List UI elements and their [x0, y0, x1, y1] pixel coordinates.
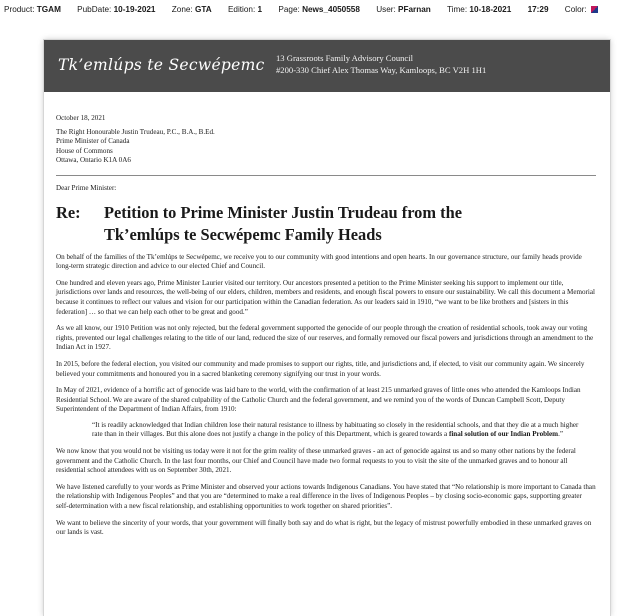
color-label: Color:: [564, 5, 587, 14]
block-quote: [92, 421, 582, 440]
user-value: PFarnan: [398, 5, 431, 14]
zone-label: Zone:: [171, 5, 193, 14]
subject-heading: [56, 202, 596, 246]
letter-page: [44, 40, 610, 616]
subject-text: [104, 202, 596, 246]
recipient-line: House of Commons: [56, 146, 113, 155]
paragraph: We have listened carefully to your words as Prime Minister and observed your actions towards Indigenous Canadians. You have stated that “No relationship is more important to Canada than the relationship with Indigenous Peoples” and that you are “determined to make a real difference in the lives of Indigenous Peoples – by closing socio-economic gaps, supporting greater self-determination with a new fiscal relationship, and establishing opportunities to work together on shared priorities”.: [56, 482, 596, 511]
paragraph: We want to believe the sincerity of your words, that your government will finally both say and do what is right, but the legacy of mistrust powerfully embodied in these unmarked graves on our lands is vast.: [56, 518, 592, 537]
recipient-block: [56, 128, 596, 166]
time-date-value: 10-18-2021: [469, 5, 512, 14]
paragraph: On behalf of the families of the Tk’emlúps te Secwépemc, we receive you to our community with good intentions and open hearts. In our governance structure, our family heads provide long-term strategic direction and advice to our elected Chief and Council.: [56, 252, 582, 271]
page-label: Page:: [278, 5, 300, 14]
recipient-line: Ottawa, Ontario K1A 0A6: [56, 156, 131, 165]
page-value: News_4050558: [302, 5, 360, 14]
time-label: Time:: [446, 5, 468, 14]
print-info-bar: [0, 0, 624, 20]
letterhead: [44, 40, 610, 92]
edition-label: Edition:: [227, 5, 256, 14]
paragraph: In 2015, before the federal election, you visited our community and made promises to support our rights, title, and jurisdictions and, if elected, to visit our community again. We sincerely believed your commitments and honoured you in a sacred blanketing ceremony signifying our trust in your words.: [56, 359, 585, 378]
quote-emphasis: final solution of our Indian Problem: [448, 430, 559, 439]
paragraph: As we all know, our 1910 Petition was not only rejected, but the federal government supported the genocide of our people through the creation of residential schools, took away our voting rights, prevented our legal challenges relating to the title of our land, reduced the size of our reserves, and formally removed our fiscal powers and jurisdictions through an amendment to the Indian Act in 1927.: [56, 324, 594, 352]
subject-line: Tk’emlúps te Secwépemc Family Heads: [104, 224, 382, 244]
paragraph: We now know that you would not be visiting us today were it not for the grim reality of these unmarked graves - an act of genocide against us and so many other nations by the federal government and the Catholic Church. In the last four months, our Chief and Council have made two formal requests to you to visit the site of the unmarked graves and to honour all residential school attendees with us on September 30th, 2021.: [56, 447, 576, 475]
council-street: #200-330 Chief Alex Thomas Way, Kamloops, BC V2H 1H1: [276, 65, 487, 75]
subject-line: Petition to Prime Minister Justin Trudeau from the: [104, 202, 462, 222]
recipient-line: The Right Honourable Justin Trudeau, P.C., B.A., B.Ed.: [56, 127, 215, 136]
quote-text: “It is readily acknowledged that Indian children lose their natural resistance to illness by habituating so closely in the residential schools, and that they die at a much higher rate than in their villages. But this alone does not justify a change in the policy of this Department, which is geared towards a: [92, 420, 579, 439]
letter-body: [56, 114, 596, 538]
user-label: User:: [376, 5, 396, 14]
pubdate-value: 10-19-2021: [113, 5, 156, 14]
nation-logo: Tk’emlúps te Secwépemc: [58, 56, 265, 74]
recipient-line: Prime Minister of Canada: [56, 137, 130, 146]
zone-value: GTA: [194, 5, 212, 14]
paragraph: In May of 2021, evidence of a horrific act of genocide was laid bare to the world, with the confirmation of at least 215 unmarked graves of little ones who attended the Kamloops Indian Residential School. We are aware of the shared culpability of the Catholic Church and the federal government, and we remind you of the words of Duncan Campbell Scott, Deputy Superintendent of the Department of Indian Affairs, from 1910:: [56, 386, 581, 414]
paragraph: One hundred and eleven years ago, Prime Minister Laurier visited our territory. Our ancestors presented a petition to the Prime Minister seeking his support to implement our title, jurisdictions over lands and resources, the well-being of our elders, children, members and residents, and enough fiscal powers to ensure our sustainability. We call this document a Memorial because it continues to reflect our values and vision for our participation within the Canadian federation. As our leaders said in 1910, “we want to be like brothers and [sisters in this federation] … so that we can help each other to be great and good.”: [56, 278, 595, 316]
product-label: Product:: [4, 5, 35, 14]
divider: [56, 175, 596, 176]
color-swatch-icon: [591, 6, 598, 13]
council-name: 13 Grassroots Family Advisory Council: [276, 53, 414, 63]
quote-end: .”: [558, 430, 564, 439]
product-value: TGAM: [36, 5, 61, 14]
edition-value: 1: [257, 5, 263, 14]
council-address: [276, 52, 486, 76]
letter-date: October 18, 2021: [56, 114, 106, 122]
pubdate-label: PubDate:: [77, 5, 112, 14]
time-clock-value: 17:29: [527, 5, 549, 14]
salutation: Dear Prime Minister:: [56, 183, 117, 192]
subject-label: Re:: [56, 202, 81, 222]
